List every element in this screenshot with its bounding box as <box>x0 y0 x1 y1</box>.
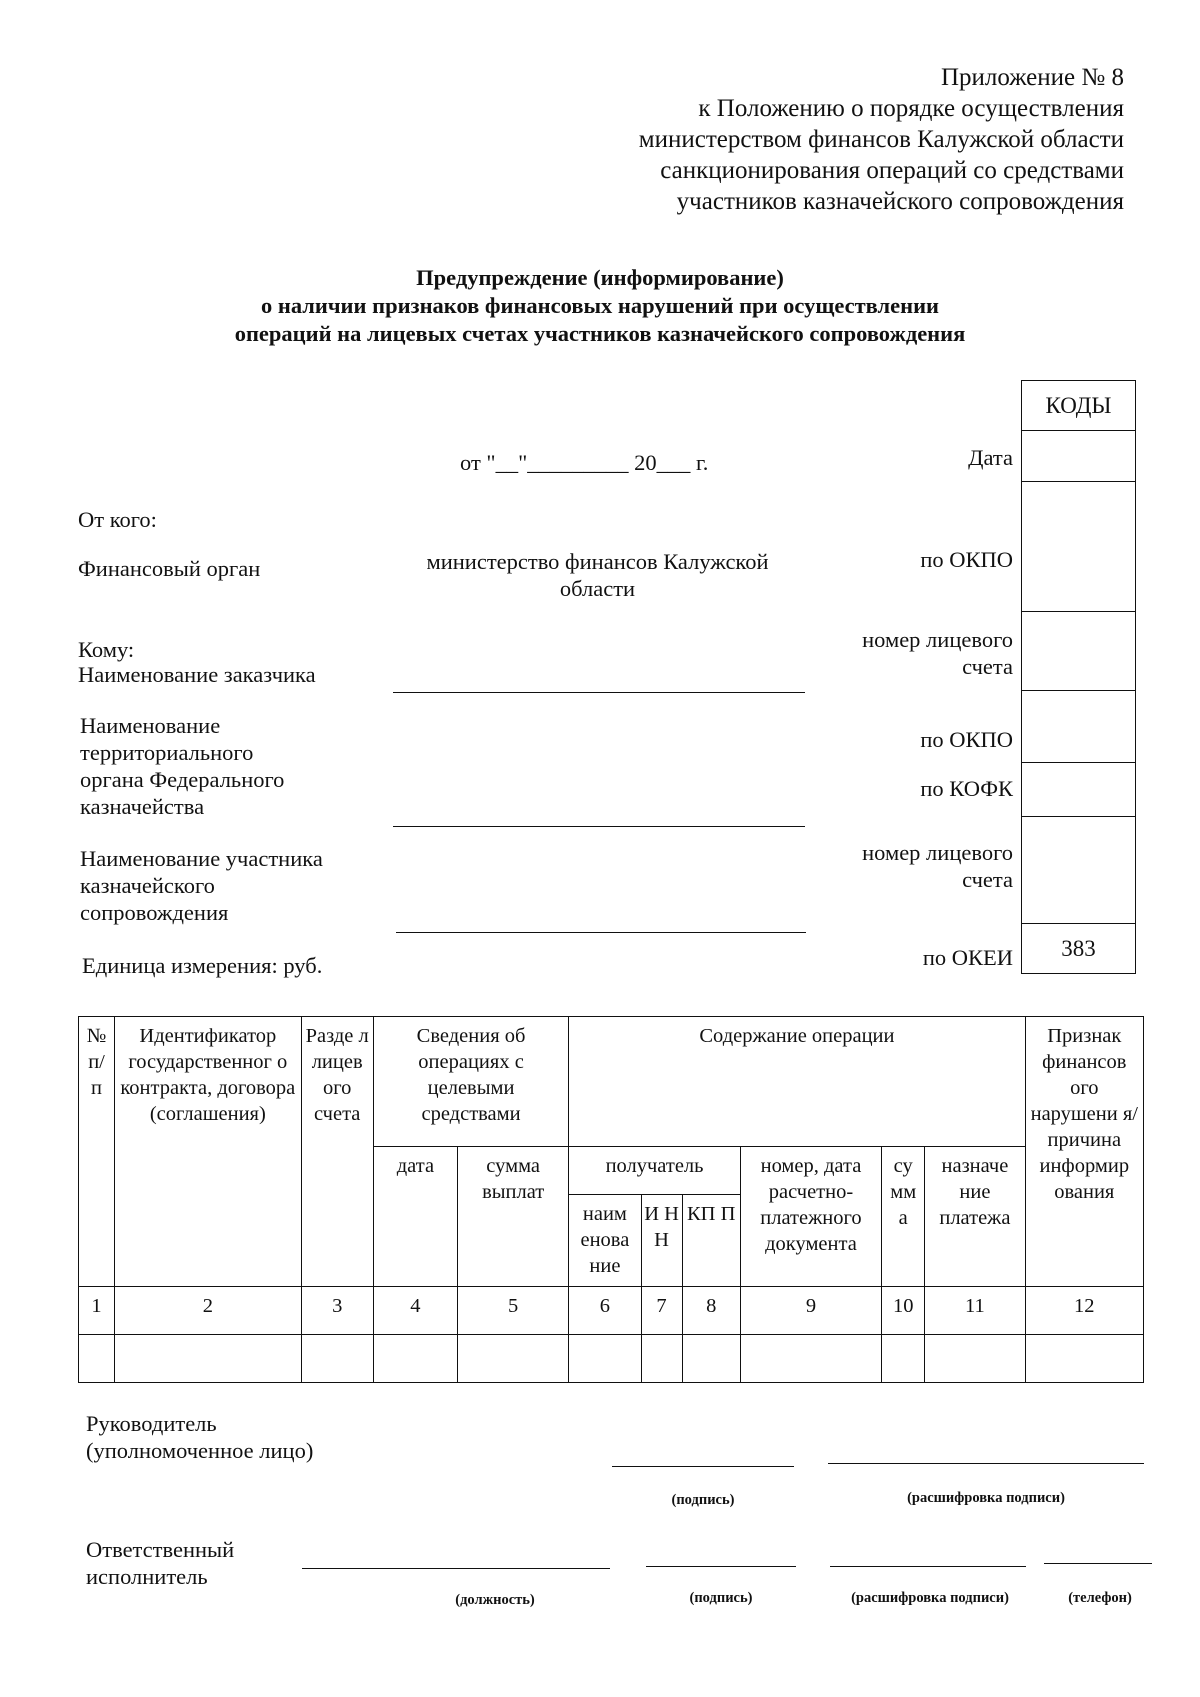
label-line: Наименование <box>80 713 221 738</box>
head-signature-field[interactable] <box>612 1466 794 1467</box>
codes-header: КОДЫ <box>1022 381 1135 431</box>
label-line: счета <box>962 867 1013 892</box>
label-line: исполнитель <box>86 1564 208 1589</box>
col-number: 6 <box>569 1287 641 1335</box>
label-line: Ответственный <box>86 1537 235 1562</box>
code-okpo-label: по ОКПО <box>920 547 1013 572</box>
table-cell[interactable] <box>373 1335 457 1383</box>
executor-signature-caption: (подпись) <box>689 1590 753 1606</box>
header-info: Сведения об операциях с целевыми средствами <box>373 1017 569 1147</box>
code-date-label: Дата <box>968 445 1013 470</box>
appendix-line: санкционирования операций со средствами <box>660 157 1124 184</box>
table-row <box>79 1335 1144 1383</box>
fin-body-label: Финансовый орган <box>78 556 261 581</box>
label-line: казначейского <box>80 873 215 898</box>
participant-label <box>80 845 323 926</box>
col-number: 1 <box>79 1287 115 1335</box>
header-sign: Признак финансов ого нарушени я/причина информир ования <box>1025 1017 1143 1287</box>
label-line: номер лицевого <box>862 840 1013 865</box>
appendix-header <box>504 62 1124 217</box>
customer-label: Наименование заказчика <box>78 662 316 687</box>
col-number: 11 <box>925 1287 1025 1335</box>
executor-label <box>86 1536 234 1590</box>
document-title <box>150 264 1050 348</box>
header-inn: И Н Н <box>641 1195 682 1287</box>
appendix-line: министерством финансов Калужской области <box>638 126 1124 153</box>
col-number: 4 <box>373 1287 457 1335</box>
label-line: счета <box>962 654 1013 679</box>
executor-phone-field[interactable] <box>1044 1563 1152 1564</box>
code-account-label <box>862 626 1013 680</box>
head-label <box>86 1410 313 1464</box>
to-label: Кому: <box>78 637 135 662</box>
territorial-field[interactable] <box>393 826 805 827</box>
code-account2-label <box>862 839 1013 893</box>
appendix-line: к Положению о порядке осуществления <box>698 95 1124 122</box>
head-decode-field[interactable] <box>828 1463 1144 1464</box>
col-number: 12 <box>1025 1287 1143 1335</box>
head-decode-caption: (расшифровка подписи) <box>907 1490 1065 1506</box>
header-num: № п/ п <box>79 1017 115 1287</box>
header-docnum: номер, дата расчетно- платежного документа <box>740 1147 881 1287</box>
column-numbers-row <box>79 1287 1144 1335</box>
col-number: 9 <box>740 1287 881 1335</box>
executor-position-caption: (должность) <box>455 1592 535 1608</box>
title-line: Предупреждение (информирование) <box>416 265 784 290</box>
table-cell[interactable] <box>569 1335 641 1383</box>
operations-table <box>78 1016 1144 1383</box>
header-sum: су мм а <box>882 1147 925 1287</box>
table-cell[interactable] <box>740 1335 881 1383</box>
head-signature-caption: (подпись) <box>671 1492 735 1508</box>
header-sum-pay: сумма выплат <box>458 1147 569 1287</box>
label-line: Руководитель <box>86 1411 217 1436</box>
territorial-label <box>80 712 284 820</box>
code-okpo2-cell <box>1022 691 1135 763</box>
executor-decode-field[interactable] <box>830 1566 1026 1567</box>
col-number: 8 <box>682 1287 740 1335</box>
appendix-line: Приложение № 8 <box>940 64 1124 91</box>
code-okpo2-label: по ОКПО <box>920 727 1013 752</box>
unit-label: Единица измерения: руб. <box>82 953 323 978</box>
code-kofk-cell <box>1022 763 1135 817</box>
table-cell[interactable] <box>115 1335 302 1383</box>
header-date: дата <box>373 1147 457 1287</box>
table-cell[interactable] <box>79 1335 115 1383</box>
executor-signature-field[interactable] <box>646 1566 796 1567</box>
label-line: казначейства <box>80 794 205 819</box>
code-okei-cell: 383 <box>1061 935 1096 961</box>
table-cell[interactable] <box>1025 1335 1143 1383</box>
code-account2-cell <box>1022 817 1135 924</box>
header-identifier: Идентификатор государственног о контракта, договора (соглашения) <box>115 1017 302 1287</box>
fin-body-value <box>400 548 795 602</box>
table-cell[interactable] <box>682 1335 740 1383</box>
participant-field[interactable] <box>396 932 806 933</box>
from-label: От кого: <box>78 507 157 532</box>
label-line: территориального <box>80 740 254 765</box>
table-cell[interactable] <box>458 1335 569 1383</box>
code-account-cell <box>1022 612 1135 691</box>
appendix-line: участников казначейского сопровождения <box>676 188 1124 215</box>
label-line: номер лицевого <box>862 627 1013 652</box>
table-cell[interactable] <box>301 1335 373 1383</box>
col-number: 5 <box>458 1287 569 1335</box>
table-cell[interactable] <box>641 1335 682 1383</box>
code-okpo-cell <box>1022 482 1135 612</box>
executor-position-field[interactable] <box>302 1568 610 1569</box>
table-cell[interactable] <box>882 1335 925 1383</box>
header-recipient: получатель <box>569 1147 740 1195</box>
label-line: Наименование участника <box>80 846 323 871</box>
header-purpose: назначе ние платежа <box>925 1147 1025 1287</box>
label-line: органа Федерального <box>80 767 285 792</box>
col-number: 10 <box>882 1287 925 1335</box>
label-line: сопровождения <box>80 900 229 925</box>
code-date-cell <box>1022 431 1135 482</box>
executor-decode-caption: (расшифровка подписи) <box>851 1590 1009 1606</box>
value-line: области <box>559 576 636 601</box>
code-okei-label: по ОКЕИ <box>922 945 1013 970</box>
header-kpp: КП П <box>682 1195 740 1287</box>
col-number: 7 <box>641 1287 682 1335</box>
customer-field[interactable] <box>393 692 805 693</box>
label-line: (уполномоченное лицо) <box>86 1438 314 1463</box>
table-cell[interactable] <box>925 1335 1025 1383</box>
header-section: Разде л лицев ого счета <box>301 1017 373 1287</box>
col-number: 2 <box>115 1287 302 1335</box>
header-content: Содержание операции <box>569 1017 1025 1147</box>
executor-phone-caption: (телефон) <box>1068 1590 1132 1606</box>
codes-box <box>1021 380 1136 974</box>
date-line: от "__"_________ 20___ г. <box>460 450 709 475</box>
code-kofk-label: по КОФК <box>920 776 1013 801</box>
title-line: о наличии признаков финансовых нарушений при осуществлении <box>260 293 939 318</box>
value-line: министерство финансов Калужской <box>426 549 769 574</box>
header-name: наим енова ние <box>569 1195 641 1287</box>
col-number: 3 <box>301 1287 373 1335</box>
title-line: операций на лицевых счетах участников казначейского сопровождения <box>234 321 966 346</box>
